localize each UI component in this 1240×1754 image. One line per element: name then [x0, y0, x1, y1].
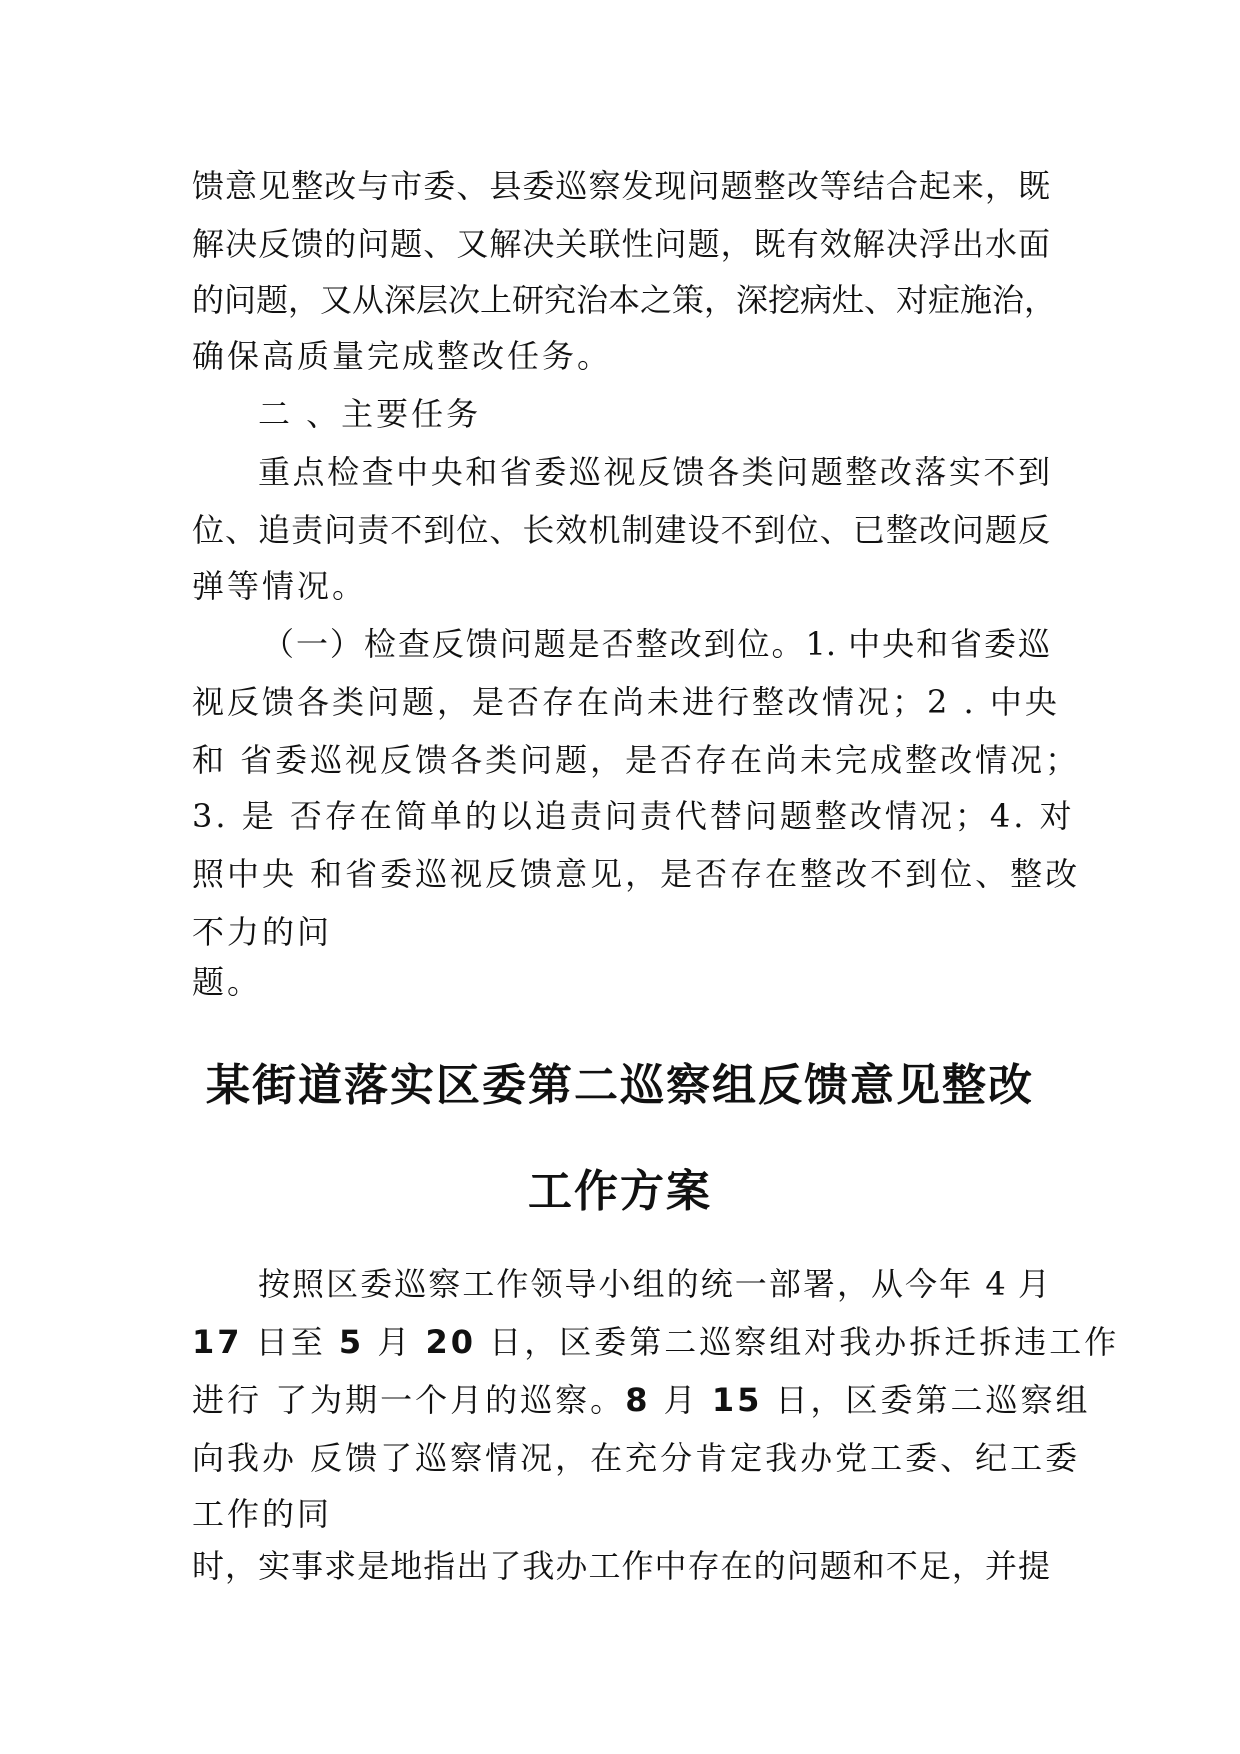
paragraph-line: 照中央 和省委巡视反馈意见，是否存在整改不到位、整改 — [192, 855, 1081, 893]
paragraph-line: 确保高质量完成整改任务。 — [192, 337, 613, 375]
paragraph-line — [192, 1380, 1091, 1420]
paragraph-line: 弹等情况。 — [192, 567, 368, 605]
paragraph-line: 向我办 反馈了巡察情况，在充分肯定我办党工委、纪工委 — [192, 1439, 1081, 1477]
date-number: 17 — [192, 1323, 243, 1361]
paragraph-line — [192, 1322, 1119, 1362]
paragraph-line: 解决反馈的问题、又解决关联性问题，既有效解决浮出水面 — [192, 225, 1050, 263]
paragraph-line: （一）检查反馈问题是否整改到位。1. 中央和省委巡 — [262, 625, 1050, 663]
paragraph-line: 按照区委巡察工作领导小组的统一部署，从今年 4 月 — [258, 1265, 1050, 1303]
text-span: 日，区委第二巡察组 — [762, 1381, 1091, 1419]
paragraph-line: 馈意见整改与市委、县委巡察发现问题整改等结合起来，既 — [192, 167, 1050, 205]
text-span: 月 — [364, 1323, 426, 1361]
date-number: 15 — [711, 1381, 763, 1419]
date-number: 5 — [338, 1323, 365, 1361]
paragraph-line: 的问题，又从深层次上研究治本之策，深挖病灶、对症施治， — [192, 281, 1057, 319]
paragraph-line: 不力的问 — [192, 913, 333, 951]
section-heading: 二 、主要任务 — [258, 395, 482, 433]
date-number: 8 — [625, 1381, 651, 1419]
paragraph-line: 时，实事求是地指出了我办工作中存在的问题和不足，并提 — [192, 1547, 1050, 1585]
paragraph-line: 视反馈各类问题，是否存在尚未进行整改情况；2 . 中央 — [192, 683, 1060, 721]
paragraph-line: 题。 — [192, 963, 263, 1001]
document-title: 某街道落实区委第二巡察组反馈意见整改 — [206, 1060, 1034, 1111]
text-span: 月 — [650, 1381, 712, 1419]
text-span: 日至 — [242, 1323, 339, 1361]
date-number: 20 — [425, 1323, 477, 1361]
paragraph-line: 和 省委巡视反馈各类问题，是否存在尚未完成整改情况； — [192, 741, 1081, 779]
paragraph-line: 位、追责问责不到位、长效机制建设不到位、已整改问题反 — [192, 511, 1050, 549]
document-title: 工作方案 — [528, 1166, 712, 1217]
paragraph-line: 重点检查中央和省委巡视反馈各类问题整改落实不到 — [258, 453, 1050, 491]
paragraph-line: 工作的同 — [192, 1495, 333, 1533]
paragraph-line: 3. 是 否存在简单的以追责问责代替问题整改情况；4. 对 — [192, 797, 1075, 835]
text-span: 进行 了为期一个月的巡察。 — [192, 1381, 626, 1419]
text-span: 日，区委第二巡察组对我办拆迁拆违工作 — [476, 1323, 1120, 1361]
